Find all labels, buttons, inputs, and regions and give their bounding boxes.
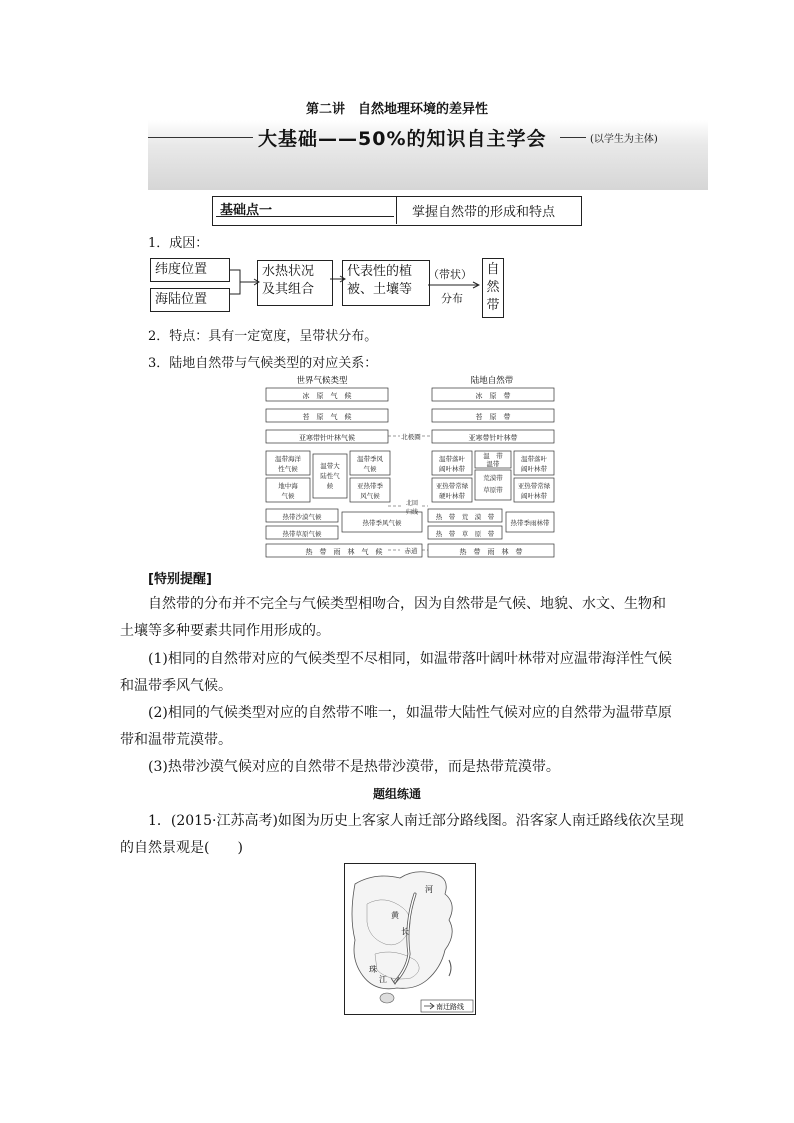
diagram-zone-rainforest: 热 带 雨 林 带 xyxy=(459,548,523,556)
svg-text:温带海洋: 温带海洋 xyxy=(275,455,301,463)
svg-text:草原带: 草原带 xyxy=(483,486,503,494)
flow-box-water-heat-line1: 水热状况 xyxy=(262,264,315,279)
flow-box-water-heat xyxy=(257,260,333,306)
diagram-zone-ice: 冰 原 带 xyxy=(475,392,511,400)
svg-text:地中海: 地中海 xyxy=(278,482,298,490)
flow-result-char-1: 自 xyxy=(486,262,500,277)
map-legend-label: 南迁路线 xyxy=(436,1003,464,1011)
section3-heading: 3．陆地自然带与气候类型的对应关系： xyxy=(148,356,378,371)
flow-box-natural-zone xyxy=(482,258,504,318)
flow-result-char-2: 然 xyxy=(486,280,500,295)
diagram-zone-tropical-desert: 热 带 荒 漠 带 xyxy=(435,513,495,521)
diagram-zone-tundra: 苔 原 带 xyxy=(475,413,511,421)
svg-text:阔叶林带: 阔叶林带 xyxy=(439,465,465,473)
map-label-huang: 黄 xyxy=(391,911,399,920)
svg-text:亚热带常绿: 亚热带常绿 xyxy=(517,482,551,490)
svg-text:风气候: 风气候 xyxy=(360,492,380,500)
flow-box-latitude: 纬度位置 xyxy=(150,258,230,282)
map-label-he: 河 xyxy=(425,885,433,894)
diagram-zone-taiga: 亚寒带针叶林带 xyxy=(468,434,518,442)
svg-text:性气候: 性气候 xyxy=(278,465,298,473)
special-tip-intro-1: 自然带的分布并不完全与气候类型相吻合，因为自然带是气候、地貌、水文、生物和 xyxy=(148,596,666,612)
svg-text:气候: 气候 xyxy=(281,492,295,500)
flow-box-sea-land: 海陆位置 xyxy=(150,288,230,312)
map-label-jiang: 江 xyxy=(379,975,387,984)
svg-text:亚热带常绿: 亚热带常绿 xyxy=(435,482,469,490)
svg-text:温带: 温带 xyxy=(486,460,500,468)
svg-text:阔叶林带: 阔叶林带 xyxy=(521,492,547,500)
knowledge-point-underline xyxy=(216,216,394,217)
flow-arrow-label-bottom: 分布 xyxy=(441,292,463,305)
knowledge-point-title: 掌握自然带的形成和特点 xyxy=(412,205,556,220)
diagram-equator: 赤道 xyxy=(404,547,418,555)
diagram-left-header: 世界气候类型 xyxy=(296,376,348,386)
svg-text:温带落叶: 温带落叶 xyxy=(439,455,465,463)
diagram-climate-tropical-desert: 热带沙漠气候 xyxy=(282,513,322,521)
diagram-climate-rainforest: 热 带 雨 林 气 候 xyxy=(305,548,383,556)
section1-heading: 1．成因： xyxy=(148,236,209,251)
flow-box-vegetation-line1: 代表性的植 xyxy=(347,264,413,279)
diagram-climate-savanna: 热带草原气候 xyxy=(282,530,322,538)
special-tip-p2-1: (2)相同的气候类型对应的自然带不唯一，如温带大陆性气候对应的自然带为温带草原 xyxy=(148,705,672,721)
map-label-chang: 长 xyxy=(401,927,409,936)
svg-text:温带落叶: 温带落叶 xyxy=(521,455,547,463)
svg-text:亚热带季: 亚热带季 xyxy=(357,482,383,490)
svg-text:温带大: 温带大 xyxy=(320,462,340,470)
svg-text:硬叶林带: 硬叶林带 xyxy=(439,492,465,500)
flow-result-char-3: 带 xyxy=(486,298,500,313)
question1-line1: 1．(2015·江苏高考)如图为历史上客家人南迁部分路线图。沿客家人南迁路线依次呈现 xyxy=(148,813,684,829)
flow-box-vegetation-line2: 被、土壤等 xyxy=(347,282,413,297)
migration-map xyxy=(344,863,476,1015)
banner-title: 大基础——50%的知识自主学会 xyxy=(258,128,547,150)
diagram-climate-tundra: 苔 原 气 候 xyxy=(302,413,352,421)
question1-line2: 的自然景观是( ) xyxy=(120,840,243,856)
flow-box-water-heat-line2: 及其组合 xyxy=(262,282,315,297)
special-tip-p1-2: 和温带季风气候。 xyxy=(120,678,232,694)
svg-text:候: 候 xyxy=(326,482,334,490)
knowledge-point-label: 基础点一 xyxy=(220,203,273,218)
svg-text:温 带: 温 带 xyxy=(483,452,503,460)
svg-text:荒漠带: 荒漠带 xyxy=(483,474,503,482)
diagram-arctic-circle: 北极圈 xyxy=(401,433,421,441)
svg-text:陆性气: 陆性气 xyxy=(320,472,340,480)
special-tip-label: [特别提醒] xyxy=(148,572,212,587)
diagram-climate-ice: 冰 原 气 候 xyxy=(302,392,352,400)
diagram-zone-monsoon-forest: 热带季雨林带 xyxy=(510,519,550,527)
special-tip-p3: (3)热带沙漠气候对应的自然带不是热带沙漠带，而是热带荒漠带。 xyxy=(148,759,560,775)
svg-text:气候: 气候 xyxy=(363,465,377,473)
climate-zone-diagram xyxy=(262,374,558,560)
svg-text:阔叶林带: 阔叶林带 xyxy=(521,465,547,473)
special-tip-intro-2: 土壤等多种要素共同作用形成的。 xyxy=(120,623,330,639)
map-drawing xyxy=(345,864,475,1014)
flow-arrow-3 xyxy=(428,280,480,290)
section2-text: 2．特点：具有一定宽度，呈带状分布。 xyxy=(148,329,378,344)
lecture-title: 第二讲 自然地理环境的差异性 xyxy=(305,102,488,117)
banner-rule-left xyxy=(148,137,253,138)
map-label-zhu: 珠 xyxy=(369,965,377,974)
svg-text:归线: 归线 xyxy=(405,509,419,516)
flow-arrow-label-top: （带状） xyxy=(428,268,472,281)
practice-heading: 题组练通 xyxy=(372,787,421,801)
svg-text:温带季风: 温带季风 xyxy=(357,455,383,463)
diagram-climate-tropical-monsoon: 热带季风气候 xyxy=(362,519,402,527)
svg-text:北回: 北回 xyxy=(405,500,419,507)
diagram-right-header: 陆地自然带 xyxy=(470,376,514,386)
diagram-zone-savanna: 热 带 草 原 带 xyxy=(435,530,495,538)
banner-note: (以学生为主体) xyxy=(590,134,658,145)
diagram-climate-subarctic: 亚寒带针叶林气候 xyxy=(299,434,355,442)
special-tip-p2-2: 带和温带荒漠带。 xyxy=(120,732,232,748)
flow-box-vegetation xyxy=(342,260,430,306)
banner-rule-right xyxy=(560,137,586,138)
special-tip-p1-1: (1)相同的自然带对应的气候类型不尽相同，如温带落叶阔叶林带对应温带海洋性气候 xyxy=(148,651,672,667)
